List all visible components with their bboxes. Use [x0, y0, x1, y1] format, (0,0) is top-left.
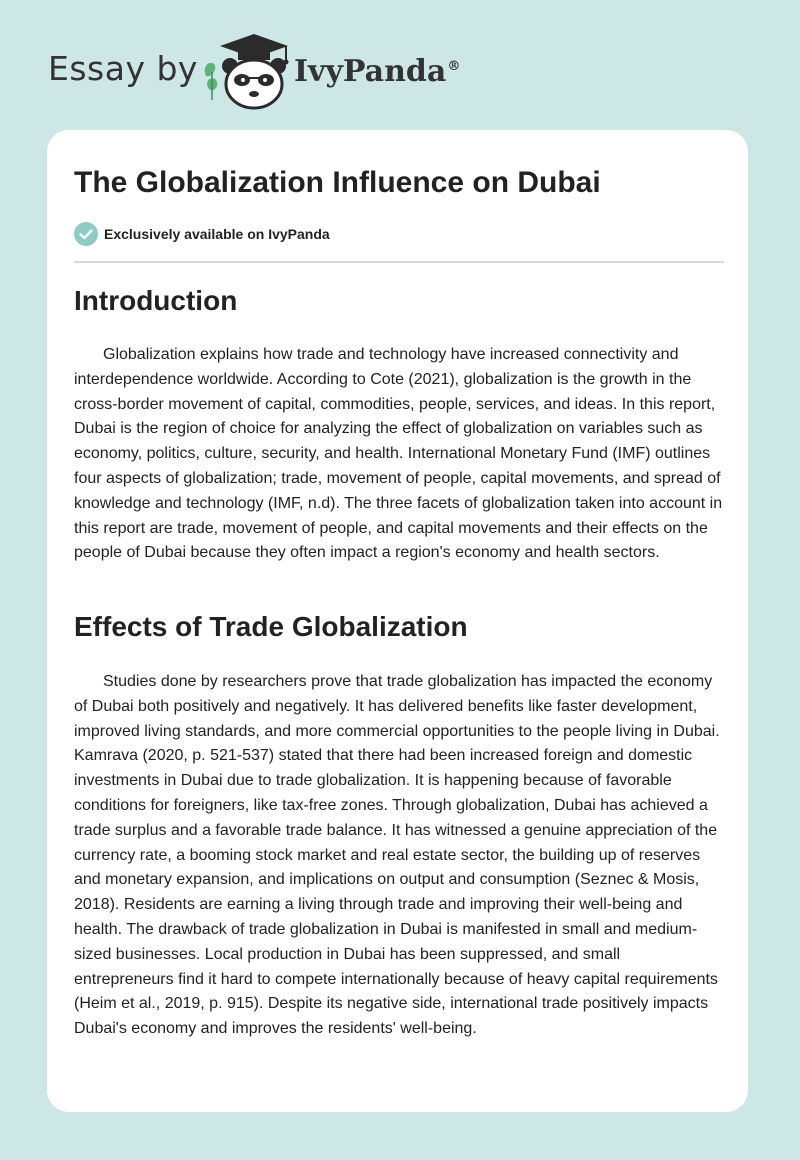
section-heading-trade-globalization: Effects of Trade Globalization [74, 611, 468, 642]
brand-prefix: Essay by [48, 49, 198, 88]
exclusive-badge [74, 222, 330, 246]
badge-text: Exclusively available on IvyPanda [104, 226, 330, 242]
panda-graduate-icon[interactable] [200, 28, 296, 112]
site-header [48, 28, 468, 112]
checkmark-circle-icon [74, 222, 98, 246]
registered-mark: ® [447, 59, 461, 74]
page-title: The Globalization Influence on Dubai [74, 166, 601, 199]
essay-card [47, 130, 748, 1112]
brand-name[interactable]: IvyPanda® [294, 54, 461, 89]
section-paragraph-trade-globalization: Studies done by researchers prove that trade globalization has impacted the economy of Dubai both positively and negatively. It has delivered benefits like faster development, improved living standards, and more commercial opportunities to the people living in Dubai. Kamrava (2020, p. 521-537) stated that there had been increased foreign and domestic investments in Dubai due to trade globalization. It is happening because of favorable conditions for foreigners, like tax-free zones. Through globalization, Dubai has achieved a trade surplus and a favorable trade balance. It has witnessed a genuine appreciation of the currency rate, a booming stock market and real estate sector, the building up of reserves and monetary expansion, and implications on output and consumption (Seznec & Mosis, 2018). Residents are earning a living through trade and improving their well-being and health. The drawback of trade globalization in Dubai is manifested in small and medium-sized businesses. Local production in Dubai has been suppressed, and small entrepreneurs find it hard to compete internationally because of heavy capital requirements (Heim et al., 2019, p. 915). Despite its negative side, international trade positively impacts Dubai's economy and improves the residents' well-being. [74, 673, 720, 1038]
section-paragraph-introduction: Globalization explains how trade and technology have increased connectivity and interdependence worldwide. According to Cote (2021), globalization is the growth in the cross-border movement of capital, commodities, people, services, and ideas. In this report, Dubai is the region of choice for analyzing the effect of globalization on variables such as economy, politics, culture, security, and health. International Monetary Fund (IMF) outlines four aspects of globalization; trade, movement of people, capital movements, and spread of knowledge and technology (IMF, n.d). The three facets of globalization taken into account in this report are trade, movement of people, and capital movements and their effects on the people of Dubai because they often impact a region's economy and health sectors. [74, 346, 723, 562]
divider [74, 261, 724, 263]
leaf-icon [205, 63, 218, 100]
section-heading-introduction: Introduction [74, 285, 238, 316]
